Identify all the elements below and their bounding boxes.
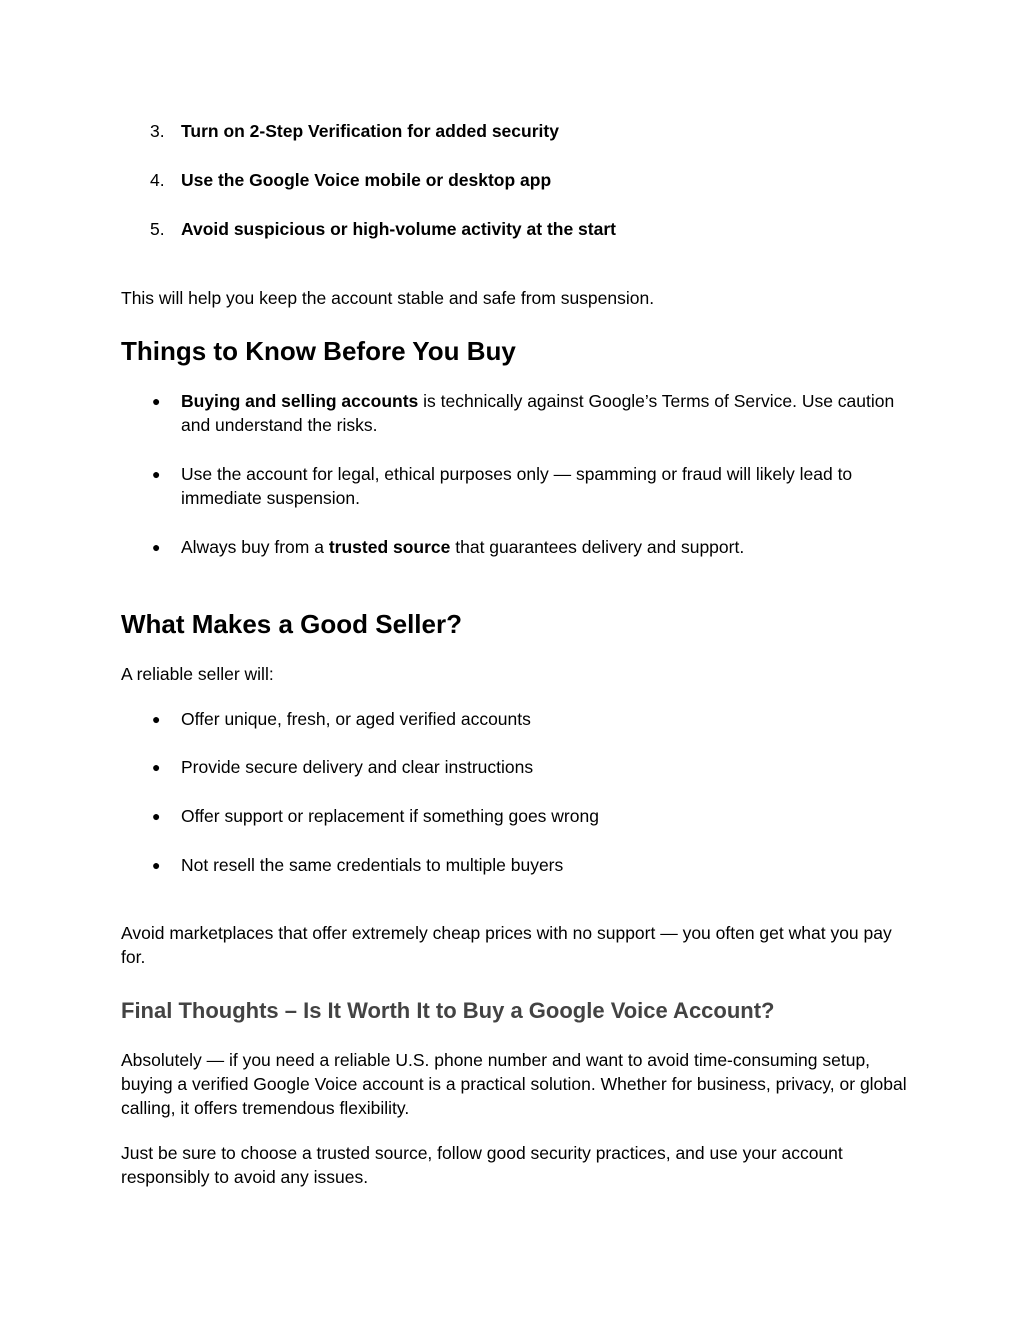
list-item <box>121 755 911 779</box>
list-item <box>121 462 911 510</box>
paragraph-final-2: Just be sure to choose a trusted source, follow good security practices, and use your account responsibly to avoid any issues. <box>121 1143 843 1187</box>
list-item-text: Use the Google Voice mobile or desktop app <box>181 170 552 190</box>
paragraph-stable: This will help you keep the account stable and safe from suspension. <box>121 288 655 308</box>
paragraph-avoid-marketplaces: Avoid marketplaces that offer extremely cheap prices with no support — you often get what you pay for. <box>121 923 892 967</box>
list-item <box>121 168 911 192</box>
list-item-text: Use the account for legal, ethical purposes only — spamming or fraud will likely lead to immediate suspension. <box>181 464 853 508</box>
bullet-icon: ● <box>152 466 161 482</box>
list-item <box>121 535 911 559</box>
heading-final-thoughts: Final Thoughts – Is It Worth It to Buy a Google Voice Account? <box>121 998 775 1023</box>
list-item-text: Turn on 2-Step Verification for added security <box>181 121 559 141</box>
heading-things-to-know: Things to Know Before You Buy <box>121 336 516 366</box>
list-item-text: Avoid suspicious or high-volume activity at the start <box>181 219 616 239</box>
list-item <box>121 804 911 828</box>
list-item-text: Provide secure delivery and clear instructions <box>181 757 534 777</box>
bullet-icon: ● <box>152 393 161 409</box>
paragraph-seller-intro: A reliable seller will: <box>121 664 274 684</box>
bullet-icon: ● <box>152 711 161 727</box>
list-item-text: Offer unique, fresh, or aged verified accounts <box>181 709 531 729</box>
list-number: 3. <box>150 121 165 141</box>
list-number: 5. <box>150 219 165 239</box>
list-number: 4. <box>150 170 165 190</box>
list-item <box>121 853 911 877</box>
list-item-text: Buying and selling accounts is technically against Google’s Terms of Service. Use caution and understand the risks. <box>181 391 895 435</box>
list-item <box>121 119 911 143</box>
bullet-icon: ● <box>152 857 161 873</box>
list-item-text: Offer support or replacement if something goes wrong <box>181 806 599 826</box>
bullet-icon: ● <box>152 759 161 775</box>
heading-good-seller: What Makes a Good Seller? <box>121 609 462 639</box>
paragraph-final-1: Absolutely — if you need a reliable U.S. phone number and want to avoid time-consuming setup, buying a verified Google Voice account is a practical solution. Whether for business, privacy, or global calling, it offers tremendous flexibility. <box>121 1050 907 1118</box>
list-item-text: Always buy from a trusted source that guarantees delivery and support. <box>181 537 745 557</box>
list-item-text: Not resell the same credentials to multiple buyers <box>181 855 564 875</box>
list-item <box>121 707 911 731</box>
list-item <box>121 389 911 437</box>
list-item <box>121 217 911 241</box>
bullet-icon: ● <box>152 539 161 555</box>
bullet-icon: ● <box>152 808 161 824</box>
